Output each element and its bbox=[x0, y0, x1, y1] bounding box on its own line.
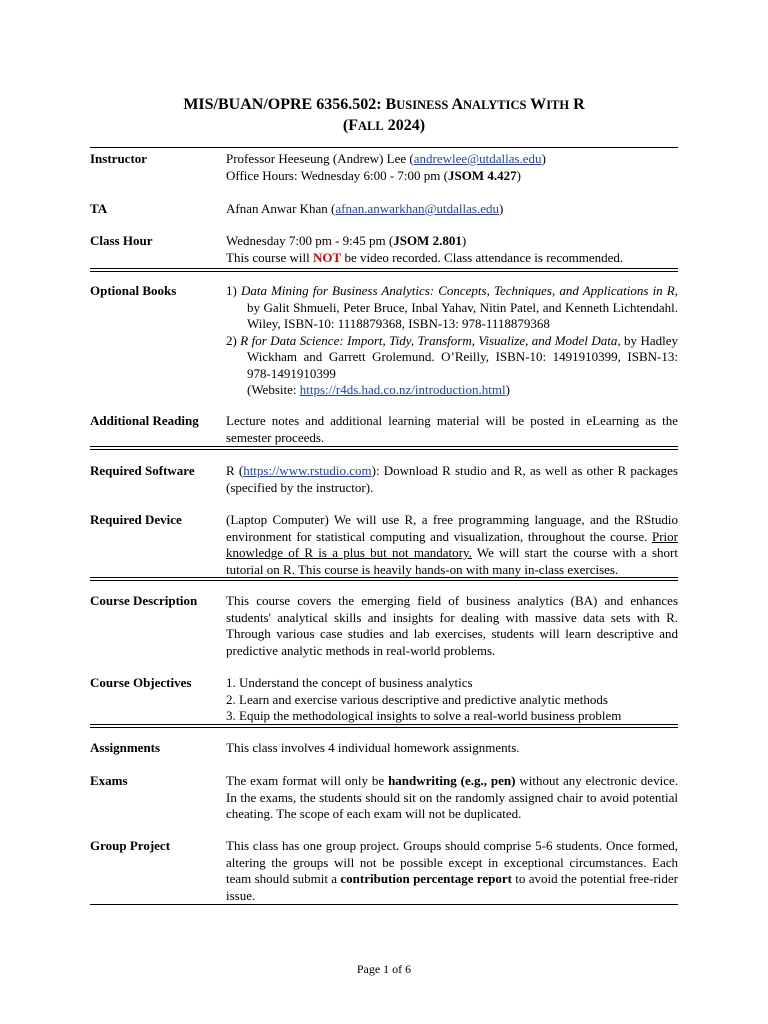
required-software-label: Required Software bbox=[90, 463, 195, 478]
required-device-label: Required Device bbox=[90, 512, 182, 527]
divider bbox=[90, 147, 678, 148]
group-project-text: This class has one group project. Groups should comprise 5-6 students. Once formed, altering the groups will not be possible except in exceptional circumstances. Each team should submit a contribution percentage report to avoid the potential free-rider issue. bbox=[226, 838, 678, 903]
ta-info: Afnan Anwar Khan (afnan.anwarkhan@utdallas.edu) bbox=[226, 201, 504, 216]
class-hour-info: Wednesday 7:00 pm - 9:45 pm (JSOM 2.801) This course will NOT be video recorded. Class attendance is recommended. bbox=[226, 233, 624, 265]
divider bbox=[90, 724, 678, 728]
optional-books-label: Optional Books bbox=[90, 283, 177, 298]
objective-item: 2. Learn and exercise various descriptive and predictive analytic methods bbox=[226, 691, 608, 707]
required-software-text: R (https://www.rstudio.com): Download R studio and R, as well as other R packages (specified by the instructor). bbox=[226, 463, 678, 495]
assignments-text: This class involves 4 individual homework assignments. bbox=[226, 740, 520, 755]
exams-label: Exams bbox=[90, 773, 128, 788]
divider bbox=[90, 268, 678, 272]
book-1: 1) Data Mining for Business Analytics: Concepts, Techniques, and Applications in R, by Galit Shmueli, Peter Bruce, Inbal Yahav, Nitin Patel, and Kenneth Lichtendahl. Wiley, ISBN-10: 1118879368, ISBN-13: 978-1118879368 bbox=[226, 283, 678, 331]
course-description-label: Course Description bbox=[90, 593, 198, 608]
r4ds-website-link[interactable]: https://r4ds.had.co.nz/introduction.html bbox=[299, 382, 506, 397]
assignments-label: Assignments bbox=[90, 740, 161, 755]
additional-reading-text: Lecture notes and additional learning material will be posted in eLearning as the semester proceeds. bbox=[226, 413, 678, 445]
ta-email-link[interactable]: afnan.anwarkhan@utdallas.edu bbox=[335, 201, 499, 216]
course-description-text: This course covers the emerging field of business analytics (BA) and enhances students' analytical skills and insights for dealing with massive data sets with R. Through various case studies and lab exercises, students will learn descriptive and predictive analytic methods in real-world problems. bbox=[226, 593, 678, 658]
page-number: Page 1 of 6 bbox=[356, 962, 412, 976]
objective-item: 3. Equip the methodological insights to solve a real-world business problem bbox=[226, 708, 622, 723]
divider bbox=[90, 446, 678, 450]
additional-reading-label: Additional Reading bbox=[90, 413, 199, 428]
divider bbox=[90, 577, 678, 581]
rstudio-link[interactable]: https://www.rstudio.com bbox=[243, 463, 372, 478]
optional-books-list: 1) Data Mining for Business Analytics: Concepts, Techniques, and Applications in R, by Galit Shmueli, Peter Bruce, Inbal Yahav, Nitin Patel, and Kenneth Lichtendahl. Wiley, ISBN-10: 1118879368, ISBN-13: 978-1118879368 2) R for Data Science: Import, Tidy, Transform, Visualize, and Model Data, by Hadley Wickham and Garrett Grolemund. O’Reilly, ISBN-10: 1491910399, ISBN-13: 978-1491910399 (Website: https://r4ds.had.co.nz/introduction.html) bbox=[226, 283, 678, 397]
required-device-text: (Laptop Computer) We will use R, a free programming language, and the RStudio environment for statistical computing and visualization, throughout the course. Prior knowledge of R is a plus but not mandatory. We will start the course with a short tutorial on R. This course is heavily hands-on with many in-class exercises. bbox=[226, 512, 678, 577]
divider bbox=[90, 904, 678, 905]
book-2: 2) R for Data Science: Import, Tidy, Transform, Visualize, and Model Data, by Hadley Wickham and Garrett Grolemund. O’Reilly, ISBN-10: 1491910399, ISBN-13: 978-1491910399 bbox=[226, 332, 678, 381]
not-emphasis: NOT bbox=[313, 249, 342, 265]
exams-text: The exam format will only be handwriting (e.g., pen) without any electronic device. In the exams, the students should sit on the randomly assigned chair to avoid potential cheating. The scope of each exam will not be duplicated. bbox=[226, 773, 678, 821]
ta-label: TA bbox=[90, 201, 108, 216]
course-term: (FALL 2024) bbox=[342, 117, 426, 134]
instructor-label: Instructor bbox=[90, 151, 148, 166]
instructor-email-link[interactable]: andrewlee@utdallas.edu bbox=[413, 151, 542, 166]
class-hour-label: Class Hour bbox=[90, 233, 153, 248]
group-project-label: Group Project bbox=[90, 838, 171, 853]
objective-item: 1. Understand the concept of business analytics bbox=[226, 675, 473, 690]
course-objectives-label: Course Objectives bbox=[90, 675, 192, 690]
course-objectives-list bbox=[226, 675, 678, 725]
instructor-info: Professor Heeseung (Andrew) Lee (andrewlee@utdallas.edu) Office Hours: Wednesday 6:00 - 7:00 pm (JSOM 4.427) bbox=[226, 151, 546, 183]
course-title: MIS/BUAN/OPRE 6356.502: BUSINESS ANALYTICS WITH R bbox=[183, 96, 585, 113]
